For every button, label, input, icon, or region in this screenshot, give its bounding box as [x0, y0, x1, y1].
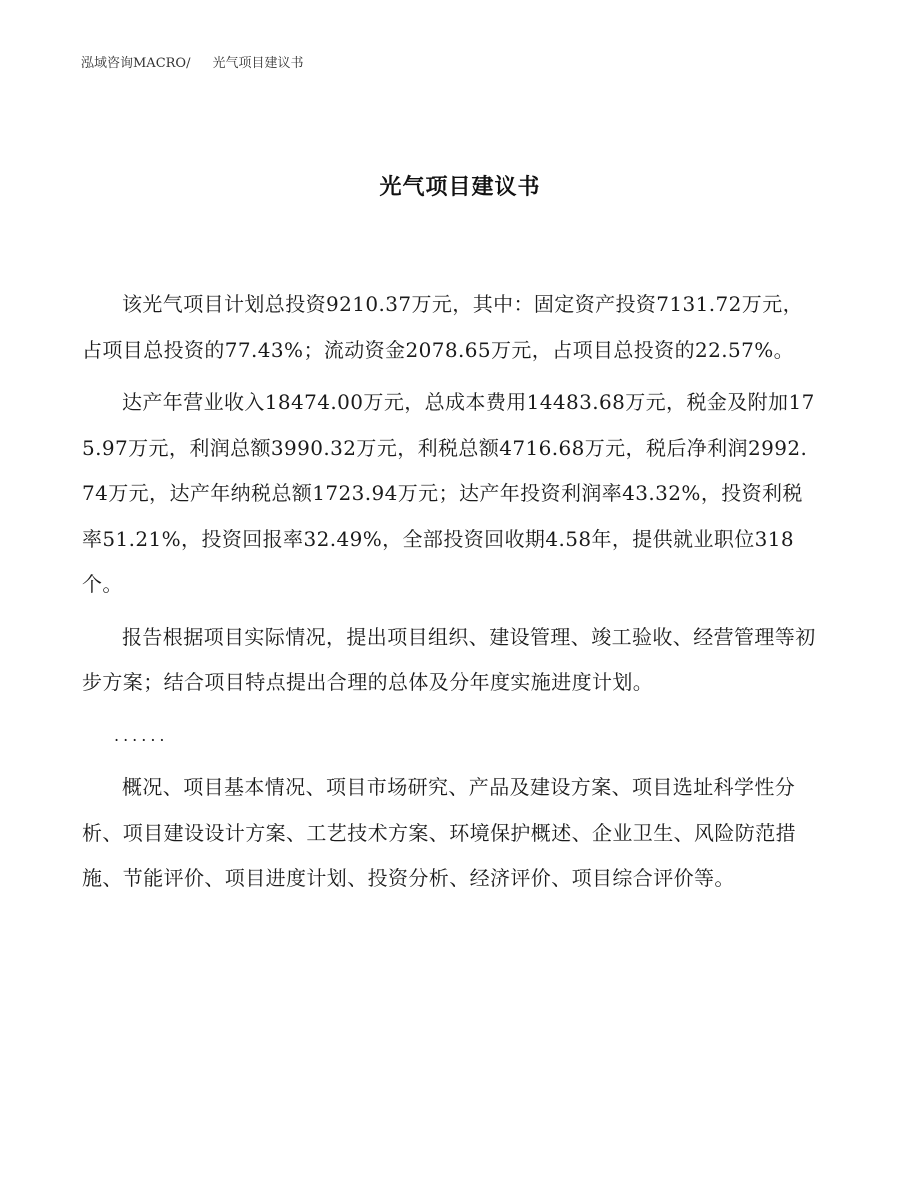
header-doc-name: 光气项目建议书 — [212, 56, 304, 71]
paragraph-investment: 该光气项目计划总投资9210.37万元，其中：固定资产投资7131.72万元，占项目总投资的77.43%；流动资金2078.65万元，占项目总投资的22.57%。 — [82, 292, 804, 362]
paragraph-financials: 达产年营业收入18474.00万元，总成本费用14483.68万元，税金及附加175.97万元，利润总额3990.32万元，利税总额4716.68万元，税后净利润2992.74万元，达产年纳税总额1723.94万元；达产年投资利润率43.32%，投资利税率51.21%，投资回报率32.49%，全部投资回收期4.58年，提供就业职位318个。 — [82, 390, 815, 596]
paragraph-contents: 概况、项目基本情况、项目市场研究、产品及建设方案、项目选址科学性分析、项目建设设计方案、工艺技术方案、环境保护概述、企业卫生、风险防范措施、节能评价、项目进度计划、投资分析、经济评价、项目综合评价等。 — [82, 775, 796, 890]
document-body — [82, 282, 816, 909]
page-header — [81, 52, 304, 71]
ellipsis: ...... — [114, 725, 169, 745]
document-title: 光气项目建议书 — [379, 175, 541, 200]
header-org: 泓域咨询MACRO/ — [81, 56, 191, 71]
paragraph-plan: 报告根据项目实际情况，提出项目组织、建设管理、竣工验收、经营管理等初步方案；结合项目特点提出合理的总体及分年度实施进度计划。 — [82, 624, 816, 694]
